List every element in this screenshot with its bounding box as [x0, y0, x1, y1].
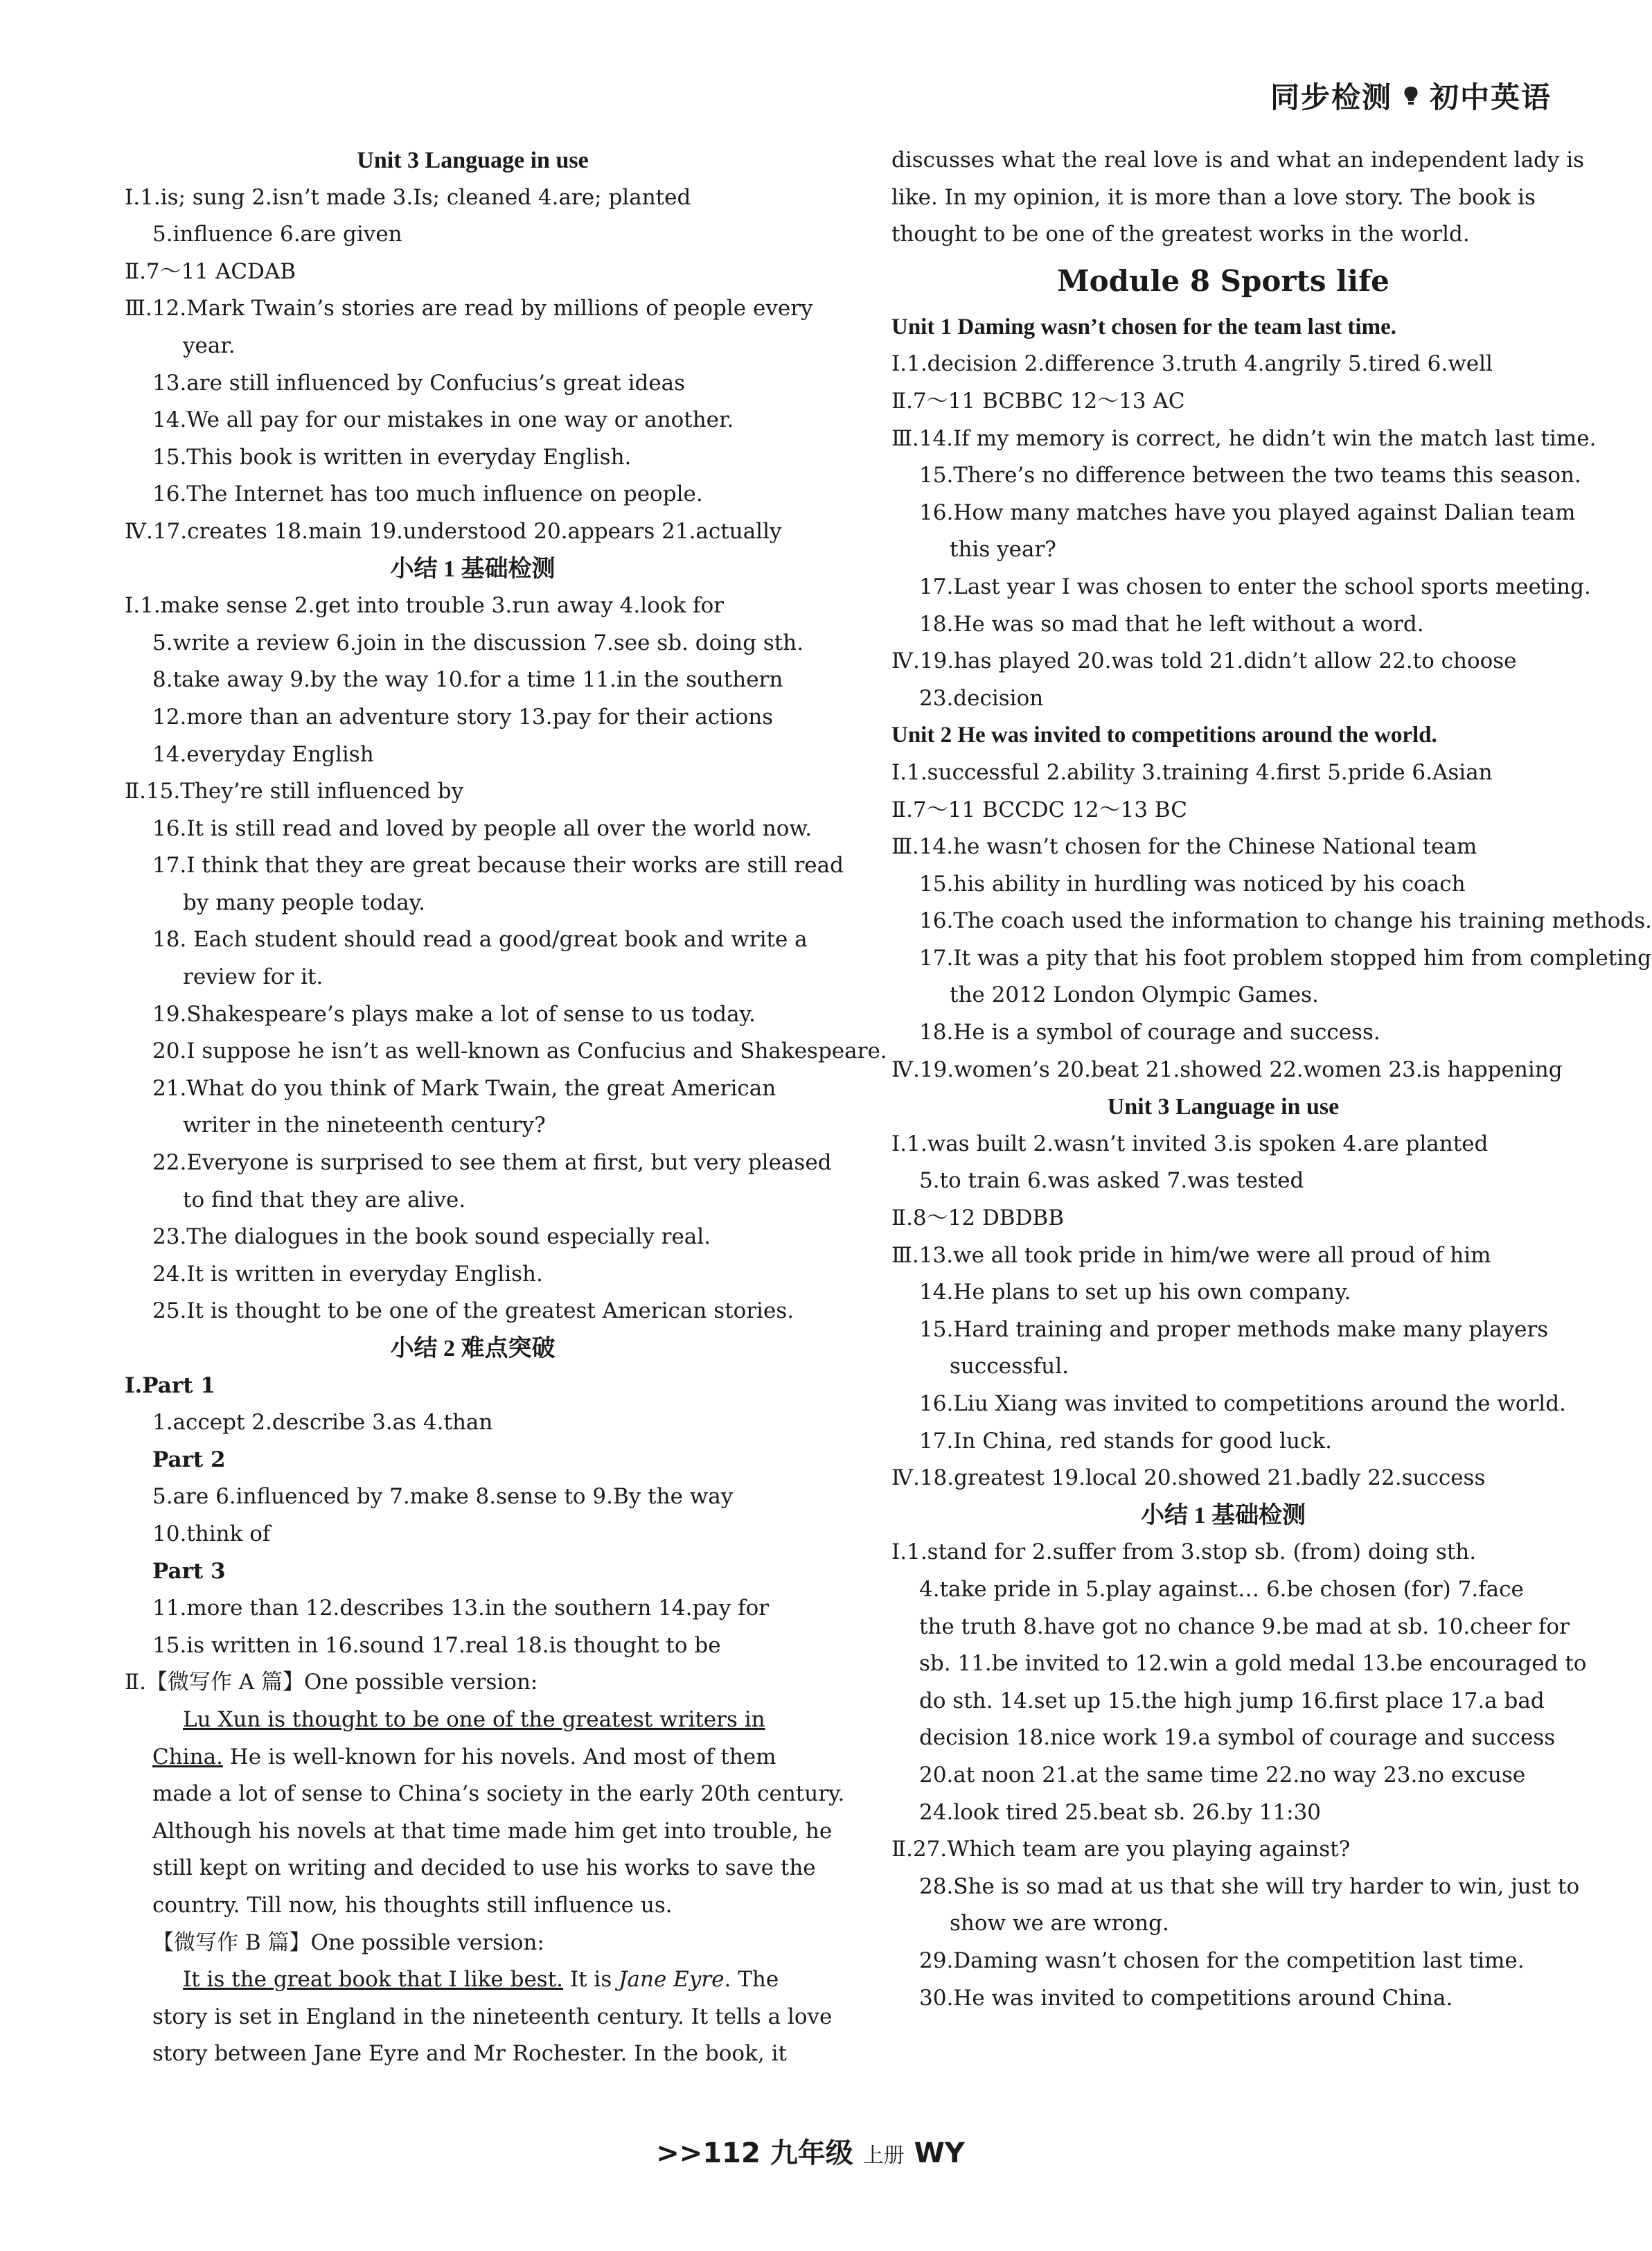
writing-b-line: story between Jane Eyre and Mr Rochester. In the book, it — [152, 2041, 787, 2067]
answer-line: 28.She is so mad at us that she will try harder to win, just to — [919, 1873, 1580, 1899]
answer-line: Ⅱ.8～12 DBDBB — [891, 1206, 1064, 1231]
answer-line: 15.There’s no difference between the two teams this season. — [919, 463, 1581, 488]
answer-line: 16.The coach used the information to change his training methods. — [919, 908, 1652, 934]
answer-line: Ⅲ.13.we all took pride in him/we were all proud of him — [891, 1242, 1491, 1268]
writing-text: It is — [563, 1967, 619, 1993]
answer-line: by many people today. — [183, 890, 425, 915]
answer-line: 12.more than an adventure story 13.pay for their actions — [152, 704, 774, 730]
answer-line: 20.I suppose he isn’t as well-known as Confucius and Shakespeare. — [152, 1039, 887, 1064]
answer-line: this year? — [950, 537, 1056, 563]
unit-heading: Unit 2 He was invited to competitions around the world. — [891, 723, 1437, 748]
answer-line: Ⅱ.15.They’re still influenced by — [125, 779, 464, 804]
writing-a-line — [125, 1739, 821, 1776]
left-column — [125, 142, 887, 2073]
part-label: Part 3 — [152, 1558, 226, 1584]
answer-line: 5.influence 6.are given — [152, 222, 402, 247]
answer-line: 25.It is thought to be one of the greatest American stories. — [152, 1298, 794, 1324]
section-heading: 小结 2 难点突破 — [390, 1336, 556, 1361]
answer-line: 17.In China, red stands for good luck. — [919, 1428, 1332, 1454]
answer-line: Ⅲ.14.If my memory is correct, he didn’t win the match last time. — [891, 425, 1597, 451]
answer-line: 8.take away 9.by the way 10.for a time 11.in the southern — [152, 667, 783, 693]
answer-line: Ⅳ.18.greatest 19.local 20.showed 21.badly 22.success — [891, 1465, 1486, 1491]
answer-line: 10.think of — [152, 1521, 271, 1546]
answer-line: Ⅰ.1.make sense 2.get into trouble 3.run away 4.look for — [125, 593, 725, 619]
answer-line: Ⅱ.7～11 BCCDC 12～13 BC — [891, 797, 1187, 822]
writing-text: He is well-known for his novels. And most of them — [222, 1744, 776, 1769]
answer-line: 18.He was so mad that he left without a word. — [919, 611, 1424, 637]
underlined-sentence: Lu Xun is thought to be one of the greatest writers in — [183, 1706, 765, 1732]
part-label: Part 2 — [152, 1447, 226, 1472]
answer-line: 4.take pride in 5.play against… 6.be chosen (for) 7.face — [919, 1576, 1524, 1602]
answer-line: 14.He plans to set up his own company. — [919, 1280, 1351, 1305]
book-title: Jane Eyre — [619, 1967, 725, 1993]
section-heading: 小结 1 基础检测 — [390, 556, 556, 582]
answer-line: 15.Hard training and proper methods make many players — [919, 1316, 1549, 1342]
answer-line: 13.are still influenced by Confucius’s great ideas — [152, 370, 686, 396]
answer-line: 16.Liu Xiang was invited to competitions around the world. — [919, 1391, 1566, 1416]
answer-line: 29.Daming wasn’t chosen for the competition last time. — [919, 1948, 1525, 1973]
writing-text: . The — [724, 1967, 779, 1993]
edition-code: WY — [914, 2137, 965, 2169]
answer-line: 30.He was invited to competitions around China. — [919, 1985, 1453, 2011]
brand-text-2: 初中英语 — [1429, 80, 1552, 114]
section-heading: Unit 3 Language in use — [357, 148, 589, 173]
answer-line: Ⅳ.19.women’s 20.beat 21.showed 22.women 23.is happening — [891, 1057, 1563, 1082]
answer-line: 15.is written in 16.sound 17.real 18.is thought to be — [152, 1632, 721, 1658]
writing-b-line — [125, 1961, 821, 1999]
unit-heading: Unit 1 Daming wasn’t chosen for the team last time. — [891, 314, 1396, 339]
writing-b-line: discusses what the real love is and what an independent lady is — [891, 148, 1585, 173]
right-column — [891, 142, 1652, 2017]
answer-line: decision 18.nice work 19.a symbol of courage and success — [919, 1725, 1556, 1751]
writing-a-line: country. Till now, his thoughts still influence us. — [152, 1892, 673, 1918]
answer-line: to find that they are alive. — [183, 1187, 466, 1212]
answer-line: 18.He is a symbol of courage and success. — [919, 1020, 1380, 1045]
answer-line: 16.It is still read and loved by people all over the world now. — [152, 815, 812, 841]
answer-line: 5.are 6.influenced by 7.make 8.sense to 9.By the way — [152, 1484, 734, 1510]
answer-line: 21.What do you think of Mark Twain, the great American — [152, 1075, 776, 1101]
writing-b-label: 【微写作 B 篇】One possible version: — [152, 1930, 544, 1955]
writing-a-line: Although his novels at that time made him get into trouble, he — [152, 1818, 833, 1844]
answer-line: do sth. 14.set up 15.the high jump 16.first place 17.a bad — [919, 1688, 1545, 1713]
writing-a-line: still kept on writing and decided to use his works to save the — [152, 1855, 816, 1881]
page-number: >>112 九年级 — [656, 2137, 853, 2169]
answer-line: Ⅱ.27.Which team are you playing against? — [891, 1837, 1351, 1862]
answer-line: Ⅱ.7～11 BCBBC 12～13 AC — [891, 388, 1185, 414]
underlined-sentence: China. — [152, 1744, 223, 1769]
answer-line: Ⅰ.1.successful 2.ability 3.training 4.first 5.pride 6.Asian — [891, 759, 1493, 785]
answer-line: 24.It is written in everyday English. — [152, 1261, 543, 1287]
brand-header — [1270, 75, 1552, 116]
answer-line: review for it. — [183, 964, 323, 990]
answer-line: Ⅰ.1.is; sung 2.isn’t made 3.Is; cleaned 4.are; planted — [125, 184, 691, 210]
answer-line: 24.look tired 25.beat sb. 26.by 11:30 — [919, 1799, 1322, 1825]
answer-line: 17.Last year I was chosen to enter the school sports meeting. — [919, 574, 1591, 599]
writing-a-line — [125, 1702, 821, 1739]
answer-line: year. — [183, 333, 236, 358]
writing-a-line: made a lot of sense to China’s society in the early 20th century. — [152, 1781, 845, 1807]
part-label: Ⅰ.Part 1 — [125, 1372, 215, 1398]
module-title: Module 8 Sports life — [1057, 263, 1389, 298]
answer-line: Ⅰ.1.decision 2.difference 3.truth 4.angrily 5.tired 6.well — [891, 351, 1493, 377]
lightbulb-icon — [1402, 85, 1420, 106]
answer-line: 16.The Internet has too much influence on people. — [152, 482, 703, 507]
answer-line: 14.We all pay for our mistakes in one way or another. — [152, 407, 734, 433]
answer-line: 14.everyday English — [152, 741, 374, 767]
volume-label: 上册 — [862, 2144, 905, 2168]
answer-line: 15.This book is written in everyday English. — [152, 444, 632, 470]
writing-a-label: Ⅱ.【微写作 A 篇】One possible version: — [125, 1670, 538, 1695]
writing-b-line: story is set in England in the nineteenth century. It tells a love — [152, 2004, 833, 2029]
answer-line: 20.at noon 21.at the same time 22.no way 23.no excuse — [919, 1762, 1526, 1787]
answer-line: 22.Everyone is surprised to see them at first, but very pleased — [152, 1150, 832, 1176]
answer-line: Ⅳ.17.creates 18.main 19.understood 20.appears 21.actually — [125, 518, 782, 544]
answer-line: 1.accept 2.describe 3.as 4.than — [152, 1410, 493, 1436]
answer-line: successful. — [950, 1354, 1069, 1379]
answer-line: 16.How many matches have you played against Dalian team — [919, 500, 1576, 525]
answer-line: 15.his ability in hurdling was noticed by his coach — [919, 871, 1466, 897]
answer-line: 17.I think that they are great because their works are still read — [152, 853, 844, 879]
answer-line: sb. 11.be invited to 12.win a gold medal 13.be encouraged to — [919, 1651, 1587, 1677]
answer-line: 23.The dialogues in the book sound especially real. — [152, 1224, 711, 1250]
answer-line: Ⅲ.14.he wasn’t chosen for the Chinese National team — [891, 834, 1477, 860]
answer-line: show we are wrong. — [950, 1911, 1169, 1936]
answer-line: Ⅰ.1.stand for 2.suffer from 3.stop sb. (from) doing sth. — [891, 1539, 1477, 1565]
answer-line: Ⅰ.1.was built 2.wasn’t invited 3.is spoken 4.are planted — [891, 1131, 1489, 1156]
answer-line: writer in the nineteenth century? — [183, 1113, 546, 1138]
answer-line: 23.decision — [919, 685, 1044, 711]
answer-line: 17.It was a pity that his foot problem stopped him from completing — [919, 945, 1652, 971]
answer-line: Ⅳ.19.has played 20.was told 21.didn’t allow 22.to choose — [891, 648, 1517, 674]
answer-line: the truth 8.have got no chance 9.be mad at sb. 10.cheer for — [919, 1614, 1570, 1639]
answer-line: 11.more than 12.describes 13.in the southern 14.pay for — [152, 1596, 770, 1621]
answer-line: 5.to train 6.was asked 7.was tested — [919, 1168, 1304, 1194]
answer-line: Ⅱ.7～11 ACDAB — [125, 258, 296, 284]
writing-b-line: thought to be one of the greatest works in the world. — [891, 222, 1470, 247]
underlined-sentence: It is the great book that I like best. — [183, 1967, 564, 1993]
answer-line: 18. Each student should read a good/great book and write a — [152, 927, 808, 953]
section-heading: 小结 1 基础检测 — [1141, 1502, 1306, 1528]
section-heading: Unit 3 Language in use — [1107, 1094, 1340, 1120]
answer-line: Ⅲ.12.Mark Twain’s stories are read by millions of people every — [125, 296, 813, 321]
brand-text-1: 同步检测 — [1270, 80, 1392, 114]
answer-line: the 2012 London Olympic Games. — [950, 982, 1319, 1008]
page-footer — [0, 2131, 1621, 2171]
answer-line: 5.write a review 6.join in the discussion 7.see sb. doing sth. — [152, 630, 804, 655]
writing-b-line: like. In my opinion, it is more than a love story. The book is — [891, 184, 1536, 210]
answer-line: 19.Shakespeare’s plays make a lot of sense to us today. — [152, 1001, 756, 1027]
